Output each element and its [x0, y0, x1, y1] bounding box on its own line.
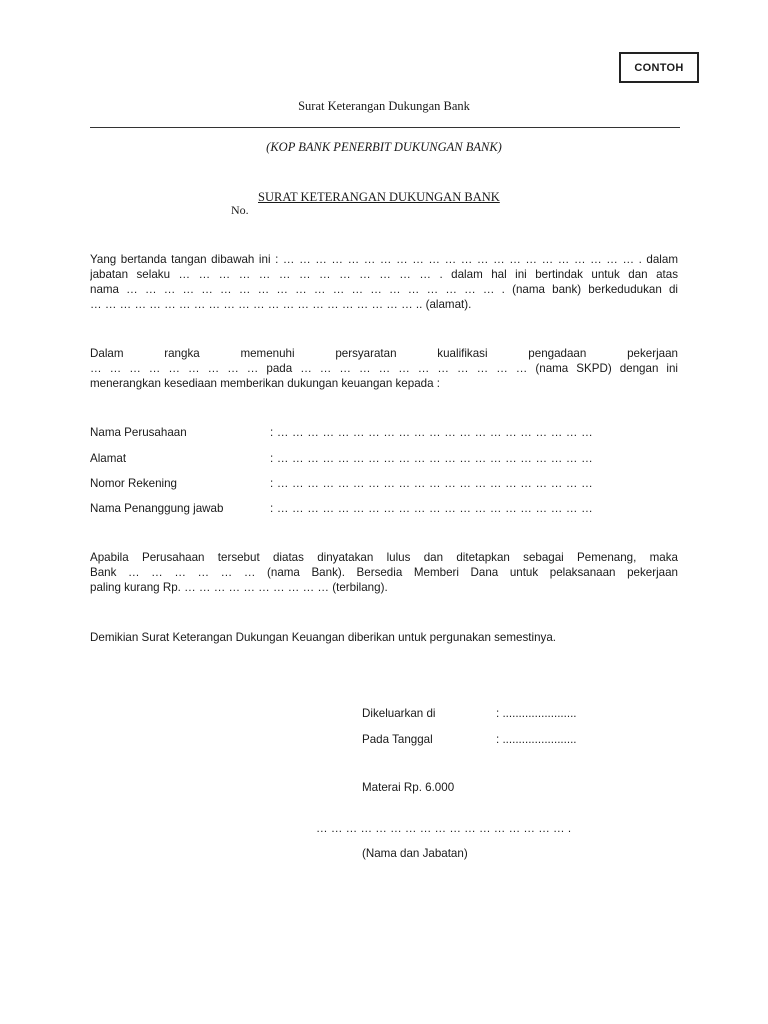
paragraph3-line1: Apabila Perusahaan tersebut diatas dinyatakan lulus dan ditetapkan sebagai Pemenang, maka [90, 551, 678, 564]
paragraph1-line3: nama … … … … … … … … … … … … … … … … … … … … . (nama bank) berkedudukan di [90, 283, 678, 296]
paragraph3-line3: paling kurang Rp. … … … … … … … … … … (terbilang). [90, 581, 388, 594]
field-label-address: Alamat [90, 452, 127, 465]
paragraph1-line2: jabatan selaku … … … … … … … … … … … … … . dalam hal ini bertindak untuk dan atas [90, 268, 678, 281]
paragraph2-line1: Dalam rangka memenuhi persyaratan kualifikasi pengadaan pekerjaan [90, 347, 678, 360]
closing-statement: Demikian Surat Keterangan Dukungan Keuangan diberikan untuk pergunakan semestinya. [90, 631, 556, 644]
field-value-account-number: : … … … … … … … … … … … … … … … … … … … … … [270, 477, 593, 490]
issued-at-label: Dikeluarkan di [362, 707, 436, 720]
field-label-company-name: Nama Perusahaan [90, 426, 187, 439]
field-value-responsible-person: : … … … … … … … … … … … … … … … … … … … … … [270, 502, 593, 515]
field-label-account-number: Nomor Rekening [90, 477, 177, 490]
signature-caption: (Nama dan Jabatan) [362, 847, 468, 860]
stamp-duty-label: Materai Rp. 6.000 [362, 781, 455, 794]
paragraph2-line2: … … … … … … … … … pada … … … … … … … … … … … … (nama SKPD) dengan ini [90, 362, 678, 375]
letter-number-label: No. [231, 203, 249, 217]
paragraph2-line3: menerangkan kesediaan memberikan dukungan keuangan kepada : [90, 377, 440, 390]
signature-name-line: … … … … … … … … … … … … … … … … … . [316, 822, 572, 835]
title-divider [90, 127, 680, 128]
letter-title: SURAT KETERANGAN DUKUNGAN BANK [258, 190, 500, 204]
date-value: : ....................... [496, 733, 577, 746]
paragraph3-line2: Bank … … … … … … (nama Bank). Bersedia Memberi Dana untuk pelaksanaan pekerjaan [90, 566, 678, 579]
paragraph1-line1: Yang bertanda tangan dibawah ini : … … … … … … … … … … … … … … … … … … … … … … . dalam [90, 253, 678, 266]
bank-letterhead-placeholder: (KOP BANK PENERBIT DUKUNGAN BANK) [266, 140, 502, 154]
paragraph1-line4: … … … … … … … … … … … … … … … … … … … … … … .. (alamat). [90, 298, 472, 311]
document-title: Surat Keterangan Dukungan Bank [298, 99, 470, 113]
issued-at-value: : ....................... [496, 707, 577, 720]
field-value-company-name: : … … … … … … … … … … … … … … … … … … … … … [270, 426, 593, 439]
field-label-responsible-person: Nama Penanggung jawab [90, 502, 224, 515]
field-value-address: : … … … … … … … … … … … … … … … … … … … … … [270, 452, 593, 465]
contoh-badge: CONTOH [619, 52, 699, 83]
date-label: Pada Tanggal [362, 733, 433, 746]
